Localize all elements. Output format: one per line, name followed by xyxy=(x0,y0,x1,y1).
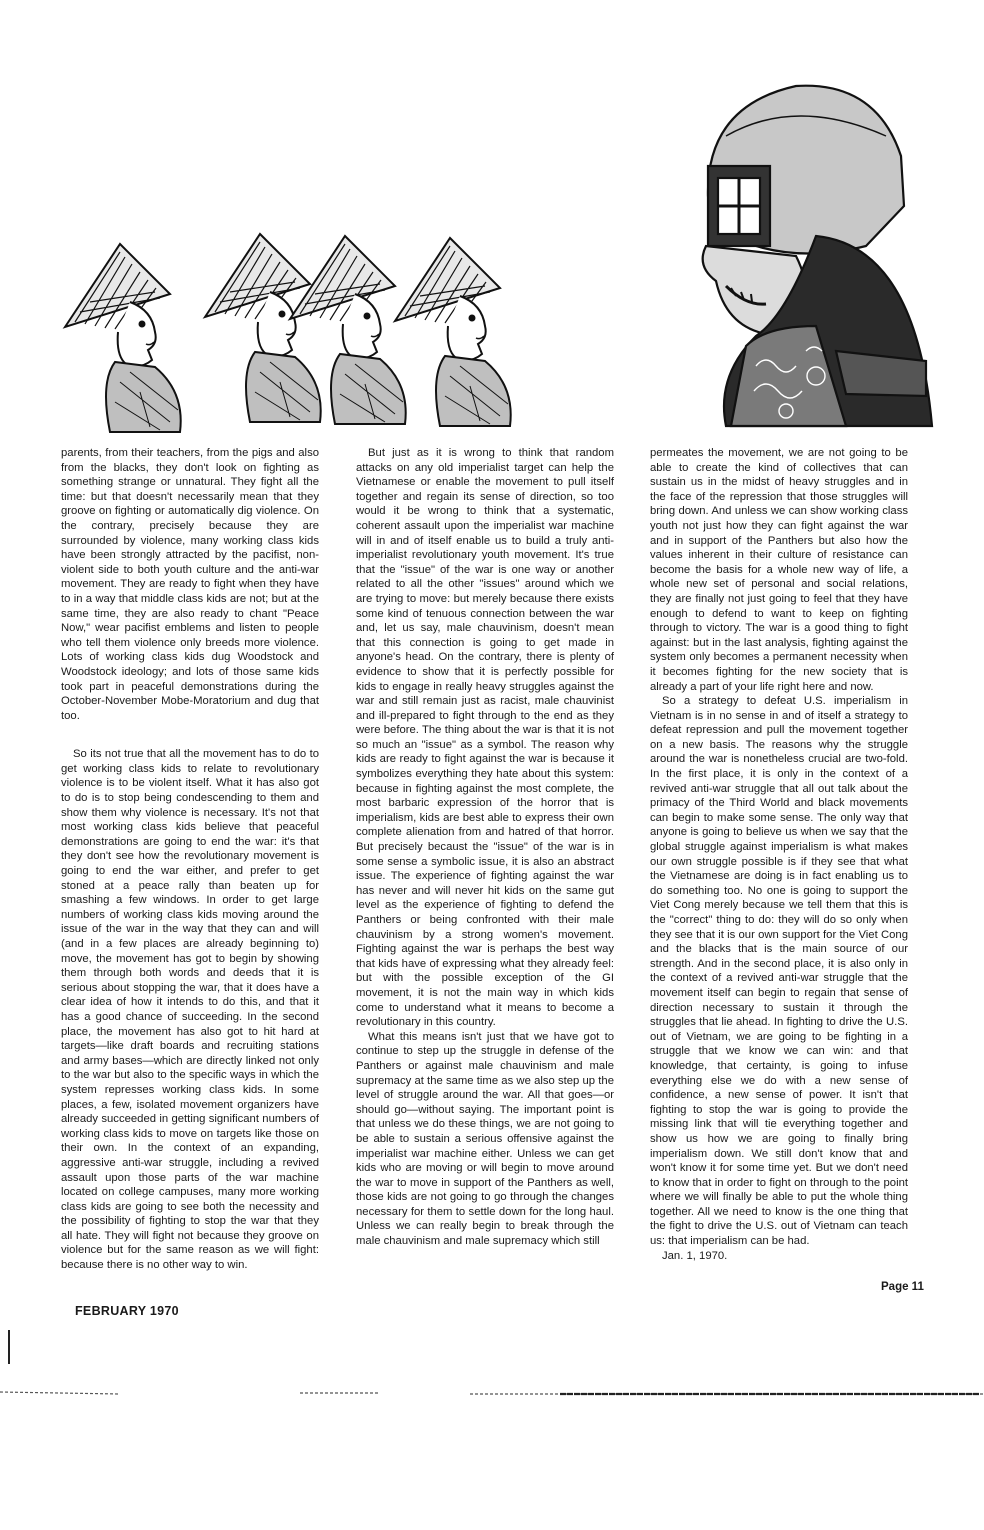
paragraph: So its not true that all the movement has to do to get working class kids to relate to revolutionary violence is to be violent itself. What it has also got to do is to stop being condescending to them and show them why violence is necessary. It's not that most working class kids believe that peaceful demonstrations are going to end the war: it's that they don't see how the revolutionary movement is going to end the war either, and prefer to get stoned at a peace rally than beaten up for smashing a few windows. In order to get large numbers of working class kids moving around the issue of the war in the way that they can and will (and in a few places are already beginning to) move, the movement has got to begin by showing them through both words and deeds that it is serious about stopping the war, that it does have a clear idea of how it intends to do this, and that it has a good chance of succeeding. In the second place, the movement has also got to hit hard at targets—like draft boards and recruiting stations and army bases—which are directly linked not only to the war but also to the specific ways in which the system represses working class kids. In some places, a few, isolated movement organizers have already succeeded in getting significant numbers of working class kids to move on targets like those on their own. In the context of an expanding, aggressive anti-war struggle, including a revived assault upon those parts of the war machine located on college campuses, many more working class kids are going to see both the necessity and the possibility of fighting to stop the war that they all hate. They will fight not because they groove on violence but for the same reason as we will fight: because there is no other way to win. xyxy=(61,748,319,1272)
paragraph: permeates the movement, we are not going to be able to create the kind of collectives that can sustain us in the midst of heavy struggles and in the face of the repression that those struggles will bring down. And unless we can show working class youth not just how they can fight against the war and in support of the Panthers but also how the values inherent in their culture of resistance can become the basis for a whole new way of life, a whole new set of personal and social relations, they are finally not just going to feel that they have enough to defend to want to keep on fighting through to victory. The war is a good thing to fight against: but in the last analysis, fighting against the system only becomes a permanent necessity when it becomes fighting for the new society that is already a part of your life right here and now. xyxy=(650,447,908,693)
issue-date: FEBRUARY 1970 xyxy=(75,1304,179,1318)
paragraph: But just as it is wrong to think that random attacks on any old imperialist target can help the Vietnamese or enable the movement to pull itself together and regain its sense of direction, so too would it be wrong to think that a systematic, coherent assault upon the imperialist war machine will in and of itself enable us to build a truly anti-imperialist revolutionary youth movement. It's true that the "issue" of the war is one way or another related to all the other "issues" around which we are trying to move: but merely because there exists some kind of tenuous connection between the war and, let us say, male chauvinism, doesn't mean that this connection is going to get made in anyone's head. On the contrary, there is plenty of evidence to show that it is perfectly possible for kids to engage in really heavy struggles against the war and still remain just as racist, male chauvinist and ill-prepared to fight through to the end as they were before. The thing about the war is that it is not so much an "issue" as a symbol. The reason why kids are ready to fight against the war is because it symbolizes everything they hate about this system: because in fighting against the most complete, the most barbaric expression of the horror that is imperialism, kids are best able to express their own complete alienation from and hatred of that horror. But precisely becaust the "issue" of the war is in some sense a symbolic issue, it is also an abstract issue. The experience of fighting against the war has never and will never hit kids on the same gut level as the experience of fighting to defend the Panthers or being confronted with their male chauvinism by a strong women's movement. Fighting against the war is perhaps the best way that kids have of expressing what they already feel: but with the possible exception of the GI movement, it is not the main way in which kids come to understand what it means to become a revolutionary in this country. xyxy=(356,447,614,1029)
text-column-2 xyxy=(356,446,614,1249)
dateline: Jan. 1, 1970. xyxy=(662,1249,728,1262)
scan-artifact-line xyxy=(0,1390,984,1398)
paragraph: So a strategy to defeat U.S. imperialism in Vietnam is in no sense in and of itself a strategy to defeat repression and pull the movement together on a new basis. The reasons why the struggle around the war is nonetheless crucial are two-fold. In the first place, it is only in the context of a revived anti-war struggle that all out talk about the primacy of the Third World and black movements can begin to make some sense. The only way that anyone is going to believe us when we say that the global struggle against imperialism is what makes our own struggle possible is if they see that what the Vietnamese are doing is in fact enabling us to do something too. No one is going to support the Viet Cong merely because we tell them that this is the "correct" thing to do: they will do so only when they see that it is our own support for the Viet Cong and the blacks that is the main source of our strength. And in the second place, it is also only in the context of a revived anti-war struggle that the movement itself can begin to regain that sense of direction necessary to sustain it through the struggles that lie ahead. In fighting to drive the U.S. out of Vietnam, we are going to be fighting in a struggle that we know we can win: and that knowledge, that certainty, is going to infuse everything else we do with a new sense of confidence, a new sense of power. It isn't that fighting to stop the war is going to provide the missing link that will tie everything together and show us how we are going to finally bring imperialism down. We still don't know that and won't know it for some time yet. But we don't need to know that in order to fight on through to the point where we will finally be able to put the whole thing together. All we need to know is the one thing that the fight to drive the U.S. out of Vietnam can teach us: that imperialism can be had. xyxy=(650,695,908,1248)
paragraph: What this means isn't just that we have got to continue to step up the struggle in defense of the Panthers or against male chauvinism and male supremacy at the same time as we also step up the level of struggle around the war. All that goes—or should go—without saying. The important point is that unless we do these things, we are not going to be able to sustain a serious offensive against the imperialist war machine either. Unless we can get kids who are moving or will begin to move around the war to move in support of the Panthers as well, those kids are not going to go through the changes necessary for them to settle down for the long haul. Unless we can really begin to break through the male chauvinism and male supremacy which still xyxy=(356,1030,614,1248)
paragraph: parents, from their teachers, from the pigs and also from the blacks, they don't look on fighting as something strange or unnatural. They fight all the time: but that doesn't necessarily mean that they groove on fighting or automatically dig violence. On the contrary, precisely because they are surrounded by violence, many working class kids have been strongly attracted by the pacifist, non-violent side to both youth culture and the anti-war movement. They are ready to fight when they have to in a way that middle class kids are not; but at the same time, they are also ready to chant "Peace Now," wear pacifist emblems and listen to people who tell them violence only breeds more violence. Lots of working class kids dug Woodstock and Woodstock ideology; and lots of those same kids took part in peaceful demonstrations during the October-November Mobe-Moratorium and dug that too. xyxy=(61,447,319,722)
peasant-figures-illustration xyxy=(60,232,620,442)
page-number: Page 11 xyxy=(881,1281,924,1293)
text-column-1 xyxy=(61,446,319,1273)
text-column-3 xyxy=(650,446,908,1263)
scan-margin-mark xyxy=(8,1330,10,1364)
helmeted-soldier-illustration xyxy=(686,76,934,436)
